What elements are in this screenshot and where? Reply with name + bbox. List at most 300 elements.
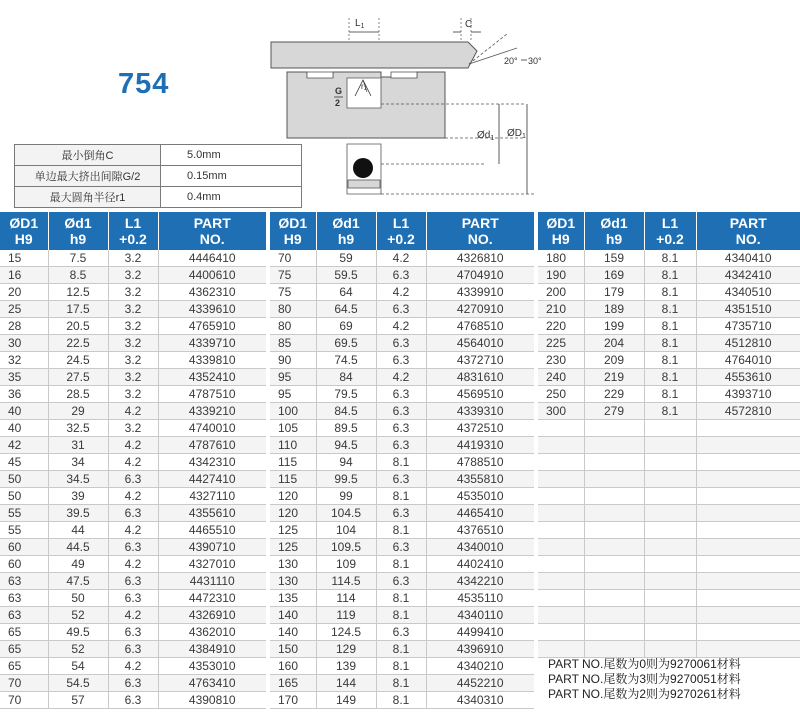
empty-cell [538, 420, 584, 437]
cell-d1: 20.5 [48, 318, 108, 335]
empty-cell [584, 539, 644, 556]
cell-d1: 39 [48, 488, 108, 505]
cell-d1: 27.5 [48, 369, 108, 386]
cell-d1: 279 [584, 403, 644, 420]
table-row [538, 369, 800, 386]
cell-D1: 165 [270, 675, 316, 692]
cell-d1: 84 [316, 369, 376, 386]
table-row [270, 641, 534, 658]
seal-lip-right [391, 72, 417, 78]
cell-d1: 159 [584, 250, 644, 267]
cell-L1: 6.3 [108, 471, 158, 488]
cell-part-no: 4499410 [426, 624, 534, 641]
cell-L1: 3.2 [108, 369, 158, 386]
cell-part-no: 4362310 [158, 284, 266, 301]
table-row [270, 675, 534, 692]
cell-part-no: 4355810 [426, 471, 534, 488]
table-row [270, 539, 534, 556]
empty-cell [644, 607, 696, 624]
col-header-part-no: PART NO. [158, 212, 266, 250]
cell-d1: 129 [316, 641, 376, 658]
empty-cell [644, 522, 696, 539]
cell-d1: 99 [316, 488, 376, 505]
cell-part-no: 4326910 [158, 607, 266, 624]
cell-L1: 8.1 [644, 250, 696, 267]
table-row [0, 301, 266, 318]
cell-D1: 55 [0, 505, 48, 522]
dim-c-label: C [465, 19, 473, 30]
cell-part-no: 4764010 [696, 352, 800, 369]
table-row-empty [538, 488, 800, 505]
table-row [270, 522, 534, 539]
table-row [270, 454, 534, 471]
cell-L1: 4.2 [108, 522, 158, 539]
table-row [538, 403, 800, 420]
table-row [270, 335, 534, 352]
cell-D1: 63 [0, 590, 48, 607]
empty-cell [644, 488, 696, 505]
table-row-empty [538, 454, 800, 471]
cell-D1: 210 [538, 301, 584, 318]
cell-D1: 70 [0, 675, 48, 692]
spec-row [15, 166, 302, 187]
cell-L1: 4.2 [108, 454, 158, 471]
empty-cell [644, 539, 696, 556]
cell-D1: 60 [0, 556, 48, 573]
table-header-row [0, 212, 266, 250]
cell-D1: 90 [270, 352, 316, 369]
cell-part-no: 4326810 [426, 250, 534, 267]
empty-cell [538, 624, 584, 641]
table-row [270, 658, 534, 675]
cell-D1: 55 [0, 522, 48, 539]
cell-d1: 49.5 [48, 624, 108, 641]
cell-d1: 144 [316, 675, 376, 692]
shaft-block [271, 42, 477, 68]
r1-label: r1 [361, 82, 368, 92]
cell-L1: 8.1 [644, 267, 696, 284]
cell-d1: 204 [584, 335, 644, 352]
cell-L1: 6.3 [376, 471, 426, 488]
cell-part-no: 4446410 [158, 250, 266, 267]
cell-d1: 209 [584, 352, 644, 369]
cell-part-no: 4763410 [158, 675, 266, 692]
empty-cell [538, 590, 584, 607]
cell-d1: 74.5 [316, 352, 376, 369]
cell-D1: 50 [0, 471, 48, 488]
spec-key: 单边最大挤出间隙G/2 [15, 166, 161, 187]
cell-part-no: 4419310 [426, 437, 534, 454]
table-row [270, 607, 534, 624]
cell-D1: 140 [270, 607, 316, 624]
table-header-row [538, 212, 800, 250]
angle-30-label: 30° [528, 56, 542, 66]
cell-D1: 115 [270, 454, 316, 471]
cell-D1: 80 [270, 301, 316, 318]
table-row-empty [538, 556, 800, 573]
cell-d1: 94 [316, 454, 376, 471]
cell-d1: 54 [48, 658, 108, 675]
cell-L1: 6.3 [376, 573, 426, 590]
cell-d1: 79.5 [316, 386, 376, 403]
table-row [270, 505, 534, 522]
cell-part-no: 4339610 [158, 301, 266, 318]
empty-cell [696, 420, 800, 437]
cell-L1: 8.1 [644, 335, 696, 352]
empty-cell [644, 454, 696, 471]
cell-D1: 170 [270, 692, 316, 709]
table-row [0, 352, 266, 369]
cell-part-no: 4342310 [158, 454, 266, 471]
cell-d1: 12.5 [48, 284, 108, 301]
cell-d1: 52 [48, 641, 108, 658]
table-row-empty [538, 522, 800, 539]
table-row [0, 403, 266, 420]
cell-part-no: 4355610 [158, 505, 266, 522]
cell-D1: 85 [270, 335, 316, 352]
table-row [538, 250, 800, 267]
g-label-bottom: 2 [335, 98, 341, 108]
col-header-d1: Ød1 h9 [48, 212, 108, 250]
cell-d1: 49 [48, 556, 108, 573]
table-row [538, 301, 800, 318]
cell-part-no: 4342410 [696, 267, 800, 284]
cell-L1: 4.2 [376, 369, 426, 386]
cell-part-no: 4472310 [158, 590, 266, 607]
note-line: PART NO.尾数为2则为9270261材料 [548, 687, 741, 701]
cell-d1: 89.5 [316, 420, 376, 437]
empty-cell [584, 607, 644, 624]
cell-d1: 52 [48, 607, 108, 624]
table-row [270, 488, 534, 505]
cell-part-no: 4384910 [158, 641, 266, 658]
cell-d1: 59.5 [316, 267, 376, 284]
table-row [0, 539, 266, 556]
empty-cell [584, 556, 644, 573]
cell-L1: 8.1 [376, 556, 426, 573]
cell-d1: 44 [48, 522, 108, 539]
cell-L1: 4.2 [108, 556, 158, 573]
table-row [270, 403, 534, 420]
cell-D1: 120 [270, 505, 316, 522]
cell-d1: 119 [316, 607, 376, 624]
table-row [538, 284, 800, 301]
cell-L1: 8.1 [376, 522, 426, 539]
table-row [0, 437, 266, 454]
table-row [538, 386, 800, 403]
cell-part-no: 4339210 [158, 403, 266, 420]
cell-d1: 57 [48, 692, 108, 709]
cell-L1: 8.1 [376, 658, 426, 675]
backup-ring [348, 180, 380, 188]
cell-part-no: 4564010 [426, 335, 534, 352]
empty-cell [696, 471, 800, 488]
cell-d1: 32.5 [48, 420, 108, 437]
cell-d1: 69.5 [316, 335, 376, 352]
cell-L1: 3.2 [108, 301, 158, 318]
empty-cell [644, 624, 696, 641]
cell-L1: 8.1 [644, 403, 696, 420]
cell-L1: 4.2 [108, 403, 158, 420]
cell-d1: 44.5 [48, 539, 108, 556]
cell-D1: 40 [0, 420, 48, 437]
cell-L1: 8.1 [376, 675, 426, 692]
cell-D1: 100 [270, 403, 316, 420]
cell-L1: 3.2 [108, 420, 158, 437]
table-row [270, 420, 534, 437]
cell-D1: 250 [538, 386, 584, 403]
table-row-empty [538, 607, 800, 624]
cell-part-no: 4396910 [426, 641, 534, 658]
cell-part-no: 4376510 [426, 522, 534, 539]
cell-L1: 6.3 [376, 624, 426, 641]
cell-part-no: 4339710 [158, 335, 266, 352]
cell-part-no: 4327010 [158, 556, 266, 573]
empty-cell [644, 641, 696, 658]
cell-D1: 15 [0, 250, 48, 267]
cell-D1: 25 [0, 301, 48, 318]
table-row [270, 624, 534, 641]
dim-d1-label: $Ød_1$ [477, 130, 495, 142]
cell-d1: 39.5 [48, 505, 108, 522]
cell-D1: 75 [270, 284, 316, 301]
cell-D1: 220 [538, 318, 584, 335]
empty-cell [696, 522, 800, 539]
table-row [270, 590, 534, 607]
cell-D1: 32 [0, 352, 48, 369]
cell-L1: 3.2 [108, 284, 158, 301]
cell-part-no: 4372710 [426, 352, 534, 369]
cell-L1: 4.2 [108, 658, 158, 675]
cell-D1: 125 [270, 539, 316, 556]
empty-cell [538, 573, 584, 590]
table-row [0, 420, 266, 437]
empty-cell [696, 505, 800, 522]
cell-D1: 240 [538, 369, 584, 386]
cell-L1: 8.1 [376, 590, 426, 607]
cell-d1: 169 [584, 267, 644, 284]
empty-cell [584, 522, 644, 539]
cell-part-no: 4340410 [696, 250, 800, 267]
cell-part-no: 4431110 [158, 573, 266, 590]
empty-cell [584, 505, 644, 522]
cell-part-no: 4765910 [158, 318, 266, 335]
table-row [270, 437, 534, 454]
cell-d1: 104.5 [316, 505, 376, 522]
table-row [0, 556, 266, 573]
cell-L1: 6.3 [376, 420, 426, 437]
cell-D1: 75 [270, 267, 316, 284]
cell-D1: 95 [270, 386, 316, 403]
empty-cell [696, 607, 800, 624]
cell-L1: 6.3 [376, 403, 426, 420]
note-line: PART NO.尾数为0则为9270061材料 [548, 657, 741, 671]
cell-d1: 64 [316, 284, 376, 301]
empty-cell [696, 624, 800, 641]
empty-cell [538, 556, 584, 573]
empty-cell [584, 437, 644, 454]
cell-L1: 6.3 [108, 573, 158, 590]
empty-cell [538, 488, 584, 505]
cell-L1: 6.3 [108, 692, 158, 709]
cell-part-no: 4735710 [696, 318, 800, 335]
table-row [0, 641, 266, 658]
cell-L1: 6.3 [376, 267, 426, 284]
cell-d1: 114 [316, 590, 376, 607]
cell-D1: 150 [270, 641, 316, 658]
spec-key: 最大圆角半径r1 [15, 187, 161, 208]
empty-cell [696, 590, 800, 607]
table-row-empty [538, 505, 800, 522]
table-row [0, 692, 266, 709]
empty-cell [538, 607, 584, 624]
empty-cell [644, 556, 696, 573]
empty-cell [538, 471, 584, 488]
table-row-empty [538, 573, 800, 590]
cell-L1: 3.2 [108, 250, 158, 267]
cell-d1: 99.5 [316, 471, 376, 488]
cell-d1: 54.5 [48, 675, 108, 692]
cell-part-no: 4512810 [696, 335, 800, 352]
cell-L1: 8.1 [376, 692, 426, 709]
cell-L1: 8.1 [644, 369, 696, 386]
cell-L1: 8.1 [376, 454, 426, 471]
col-header-L1: L1 +0.2 [376, 212, 426, 250]
table-row [270, 369, 534, 386]
table-row [270, 556, 534, 573]
cell-part-no: 4393710 [696, 386, 800, 403]
table-row [538, 352, 800, 369]
cell-L1: 6.3 [376, 539, 426, 556]
col-header-part-no: PART NO. [426, 212, 534, 250]
table-row [270, 386, 534, 403]
spec-value: 0.4mm [161, 187, 302, 208]
cell-d1: 59 [316, 250, 376, 267]
cell-L1: 6.3 [376, 437, 426, 454]
cell-D1: 95 [270, 369, 316, 386]
cell-part-no: 4352410 [158, 369, 266, 386]
cell-d1: 109 [316, 556, 376, 573]
cell-L1: 4.2 [376, 284, 426, 301]
cell-part-no: 4402410 [426, 556, 534, 573]
cell-L1: 6.3 [376, 386, 426, 403]
cell-part-no: 4787610 [158, 437, 266, 454]
table-row [270, 352, 534, 369]
cell-L1: 6.3 [108, 675, 158, 692]
cell-L1: 8.1 [376, 641, 426, 658]
dim-D1-label: $ØD_1$ [507, 128, 526, 140]
table-row [270, 284, 534, 301]
cell-L1: 6.3 [108, 641, 158, 658]
cell-d1: 104 [316, 522, 376, 539]
cell-part-no: 4340510 [696, 284, 800, 301]
cell-d1: 139 [316, 658, 376, 675]
cell-part-no: 4339310 [426, 403, 534, 420]
table-row [538, 267, 800, 284]
cell-D1: 140 [270, 624, 316, 641]
empty-cell [584, 420, 644, 437]
cell-part-no: 4569510 [426, 386, 534, 403]
table-row [0, 250, 266, 267]
table-row [0, 505, 266, 522]
cell-part-no: 4740010 [158, 420, 266, 437]
empty-cell [644, 505, 696, 522]
cell-L1: 6.3 [108, 590, 158, 607]
cell-D1: 105 [270, 420, 316, 437]
empty-cell [584, 471, 644, 488]
cell-D1: 115 [270, 471, 316, 488]
cell-part-no: 4340110 [426, 607, 534, 624]
empty-cell [538, 437, 584, 454]
col-header-D1: ØD1 H9 [270, 212, 316, 250]
empty-cell [644, 437, 696, 454]
cell-D1: 50 [0, 488, 48, 505]
cell-part-no: 4831610 [426, 369, 534, 386]
cell-part-no: 4768510 [426, 318, 534, 335]
cell-d1: 114.5 [316, 573, 376, 590]
cell-d1: 34 [48, 454, 108, 471]
cell-d1: 199 [584, 318, 644, 335]
table-row [0, 318, 266, 335]
cell-part-no: 4327110 [158, 488, 266, 505]
cell-D1: 80 [270, 318, 316, 335]
cell-D1: 180 [538, 250, 584, 267]
cell-D1: 60 [0, 539, 48, 556]
cell-D1: 300 [538, 403, 584, 420]
table-row [0, 590, 266, 607]
cell-part-no: 4342210 [426, 573, 534, 590]
empty-cell [538, 522, 584, 539]
table-row-empty [538, 420, 800, 437]
note-line: PART NO.尾数为3则为9270051材料 [548, 672, 741, 686]
table-row [0, 386, 266, 403]
table-row [0, 675, 266, 692]
empty-cell [584, 573, 644, 590]
cell-D1: 16 [0, 267, 48, 284]
cell-L1: 4.2 [376, 318, 426, 335]
empty-cell [538, 454, 584, 471]
part-table-3 [538, 212, 800, 658]
cell-L1: 6.3 [108, 539, 158, 556]
table-row [270, 573, 534, 590]
col-header-d1: Ød1 h9 [584, 212, 644, 250]
table-row-empty [538, 471, 800, 488]
table-row-empty [538, 641, 800, 658]
table-row [0, 471, 266, 488]
cell-L1: 6.3 [376, 352, 426, 369]
cell-D1: 110 [270, 437, 316, 454]
cell-d1: 124.5 [316, 624, 376, 641]
cell-part-no: 4553610 [696, 369, 800, 386]
table-row [270, 301, 534, 318]
cell-part-no: 4572810 [696, 403, 800, 420]
spec-key: 最小倒角C [15, 145, 161, 166]
empty-cell [696, 641, 800, 658]
cell-d1: 69 [316, 318, 376, 335]
cell-D1: 70 [270, 250, 316, 267]
col-header-part-no: PART NO. [696, 212, 800, 250]
cell-d1: 31 [48, 437, 108, 454]
cell-d1: 229 [584, 386, 644, 403]
cell-D1: 130 [270, 556, 316, 573]
empty-cell [696, 573, 800, 590]
cell-part-no: 4788510 [426, 454, 534, 471]
cell-d1: 34.5 [48, 471, 108, 488]
empty-cell [538, 505, 584, 522]
cell-L1: 6.3 [108, 624, 158, 641]
col-header-d1: Ød1 h9 [316, 212, 376, 250]
table-row [270, 250, 534, 267]
